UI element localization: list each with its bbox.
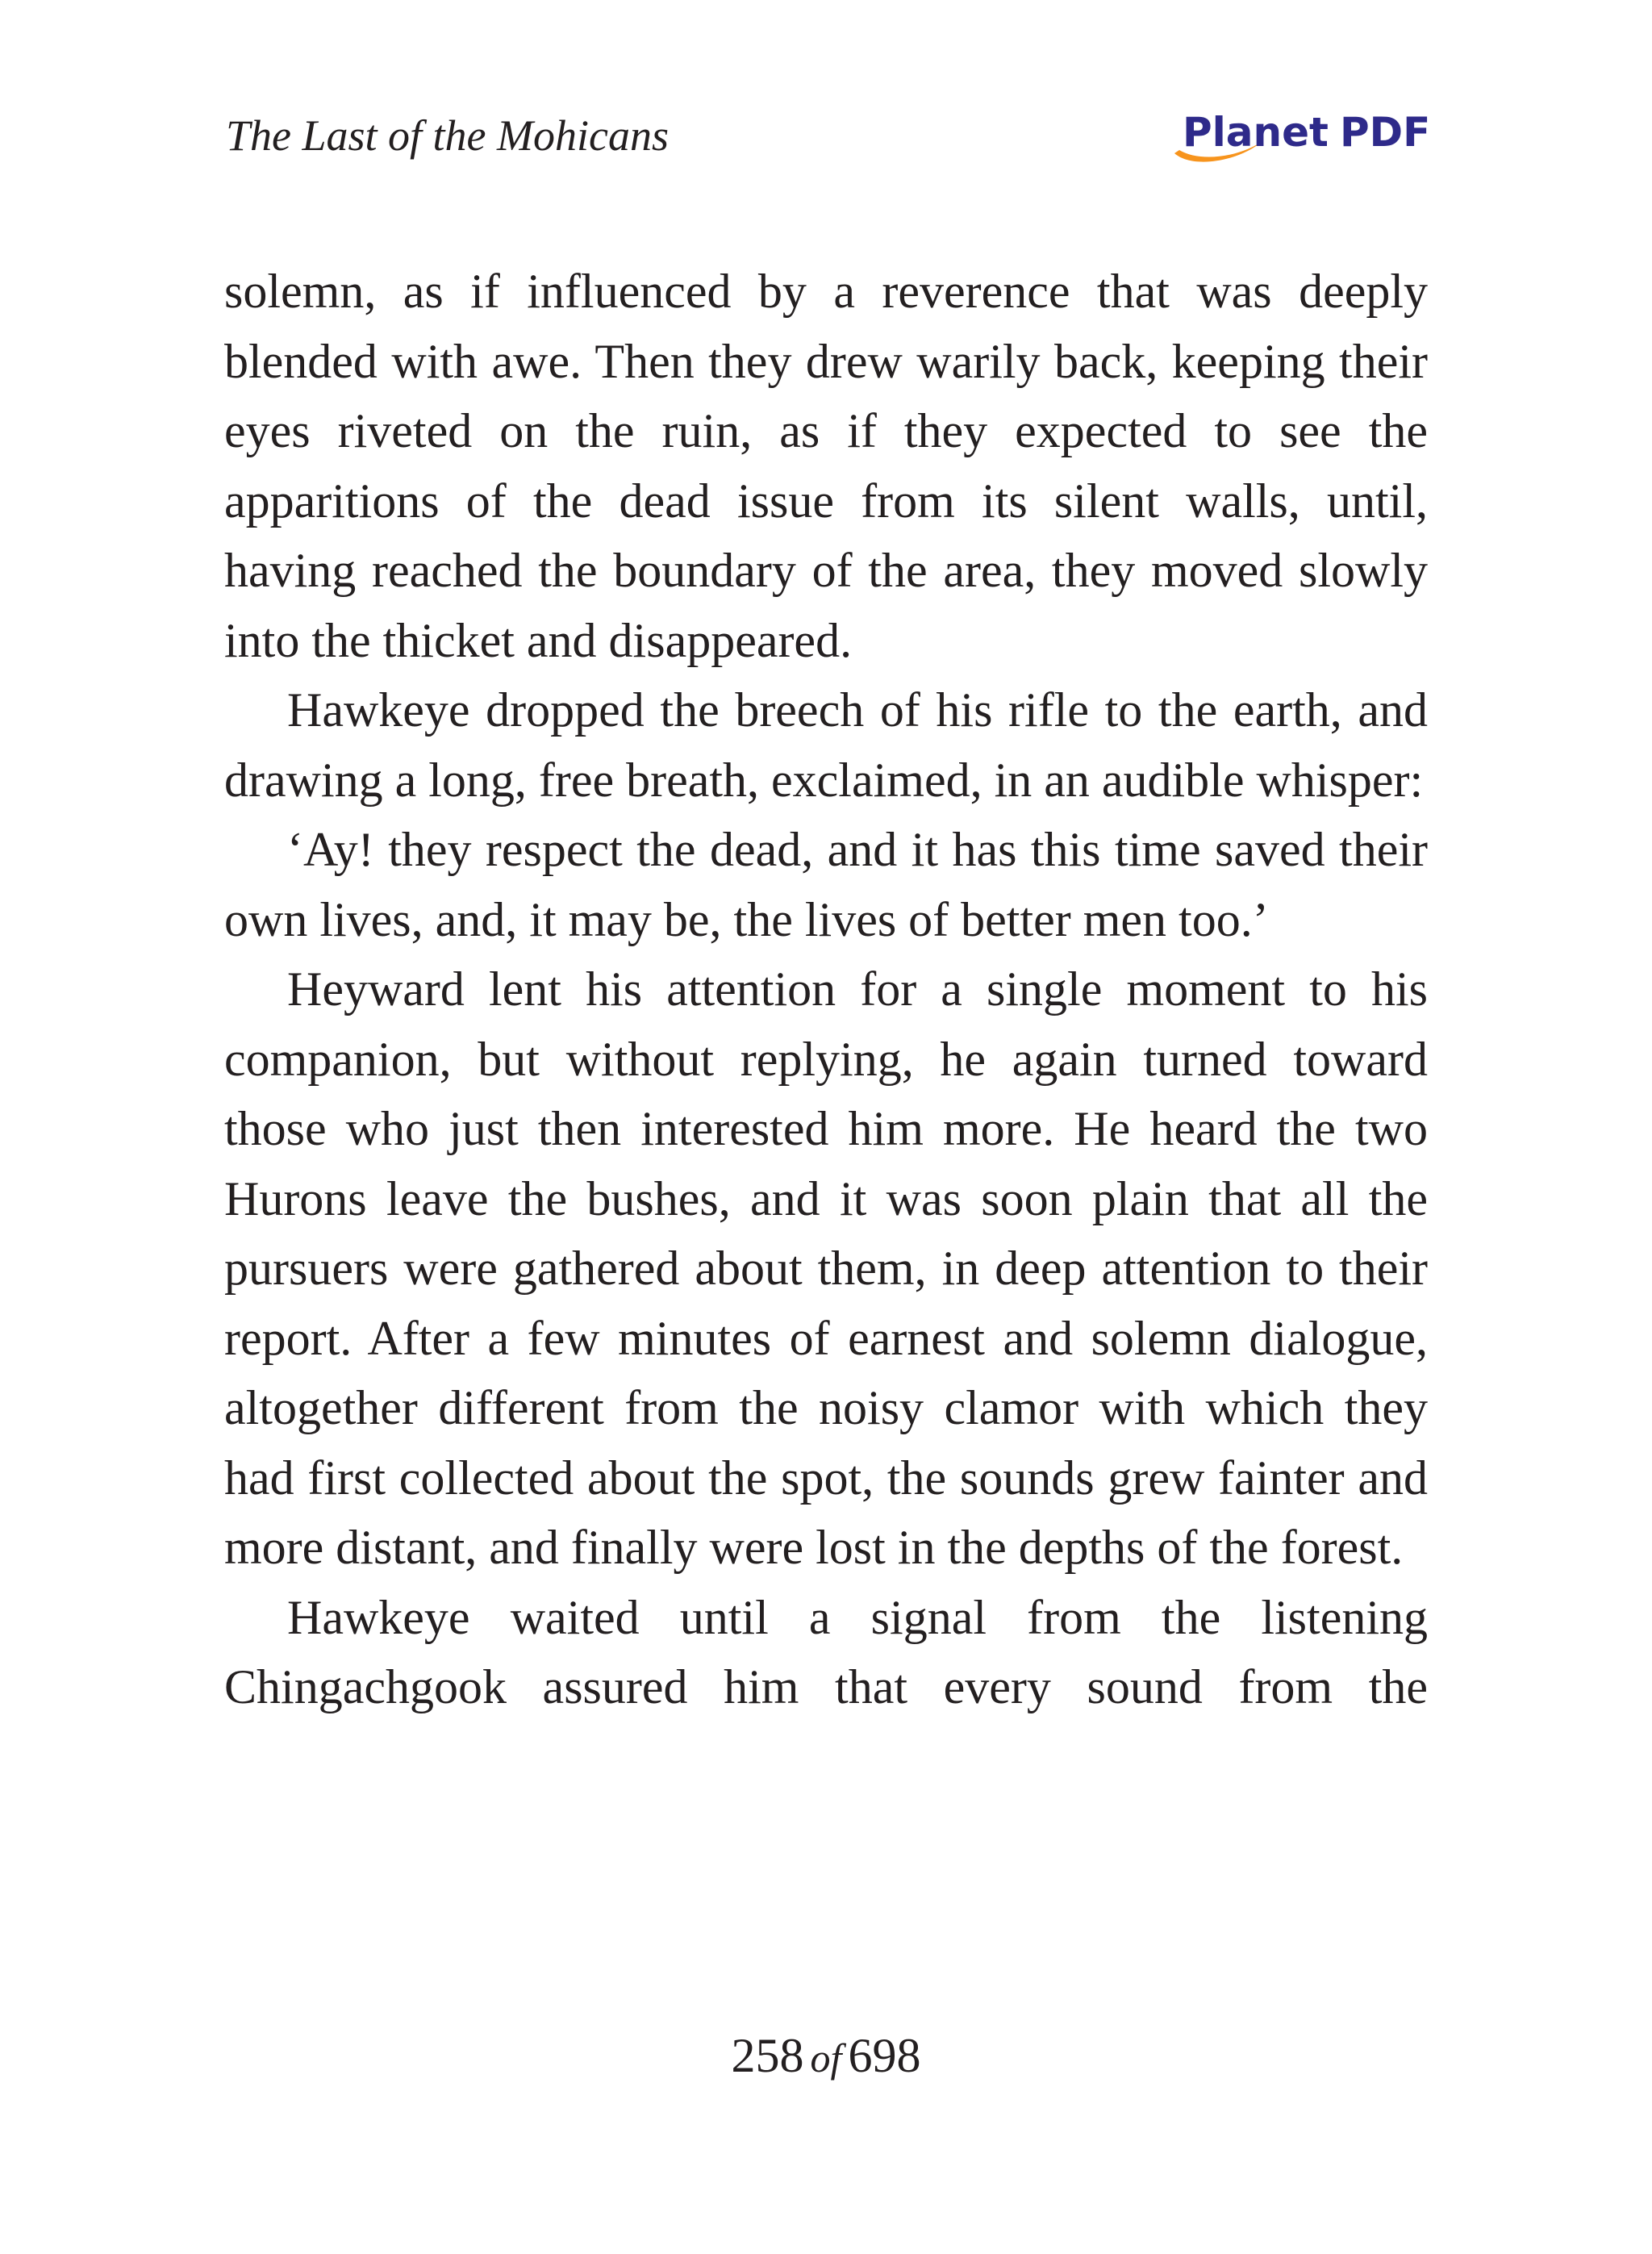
page-of-label: of: [810, 2035, 842, 2081]
total-pages-number: 698: [848, 2029, 921, 2082]
body-text: [224, 257, 1428, 1722]
paragraph: Heyward lent his attention for a single moment to his companion, but without replying, he again turned toward those who just then interested him more. He heard the two Hurons leave the bushes, and it was soon plain that all the pursuers were gathered about them, in deep attention to their report. After a few minutes of earnest and solemn dialogue, altogether different from the noisy clamor with which they had first collected about the spot, the sounds grew fainter and more distant, and finally were lost in the depths of the forest.: [224, 962, 1428, 1574]
paragraph: solemn, as if influenced by a reverence that was deeply blended with awe. Then they drew warily back, keeping their eyes riveted on the ruin, as if they expected to see the apparitions of the dead issue from its silent walls, until, having reached the boundary of the area, they moved slowly into the thicket and disappeared.: [224, 265, 1428, 667]
logo-word-pdf: PDF: [1339, 109, 1431, 156]
page-number: [0, 2023, 1652, 2090]
paragraph: ‘Ay! they respect the dead, and it has this time saved their own lives, and, it may be, the lives of better men too.’: [224, 823, 1428, 946]
logo-wordmark: [1183, 106, 1430, 158]
planet-pdf-logo: [1168, 103, 1431, 168]
running-head-title: The Last of the Mohicans: [226, 111, 669, 160]
logo-word-planet: Planet: [1183, 109, 1329, 156]
current-page-number: 258: [731, 2029, 804, 2082]
paragraph: Hawkeye waited until a signal from the listening Chingachgook assured him that every sound from the: [224, 1590, 1428, 1713]
paragraph: Hawkeye dropped the breech of his rifle to the earth, and drawing a long, free breath, exclaimed, in an audible whisper:: [224, 683, 1428, 807]
